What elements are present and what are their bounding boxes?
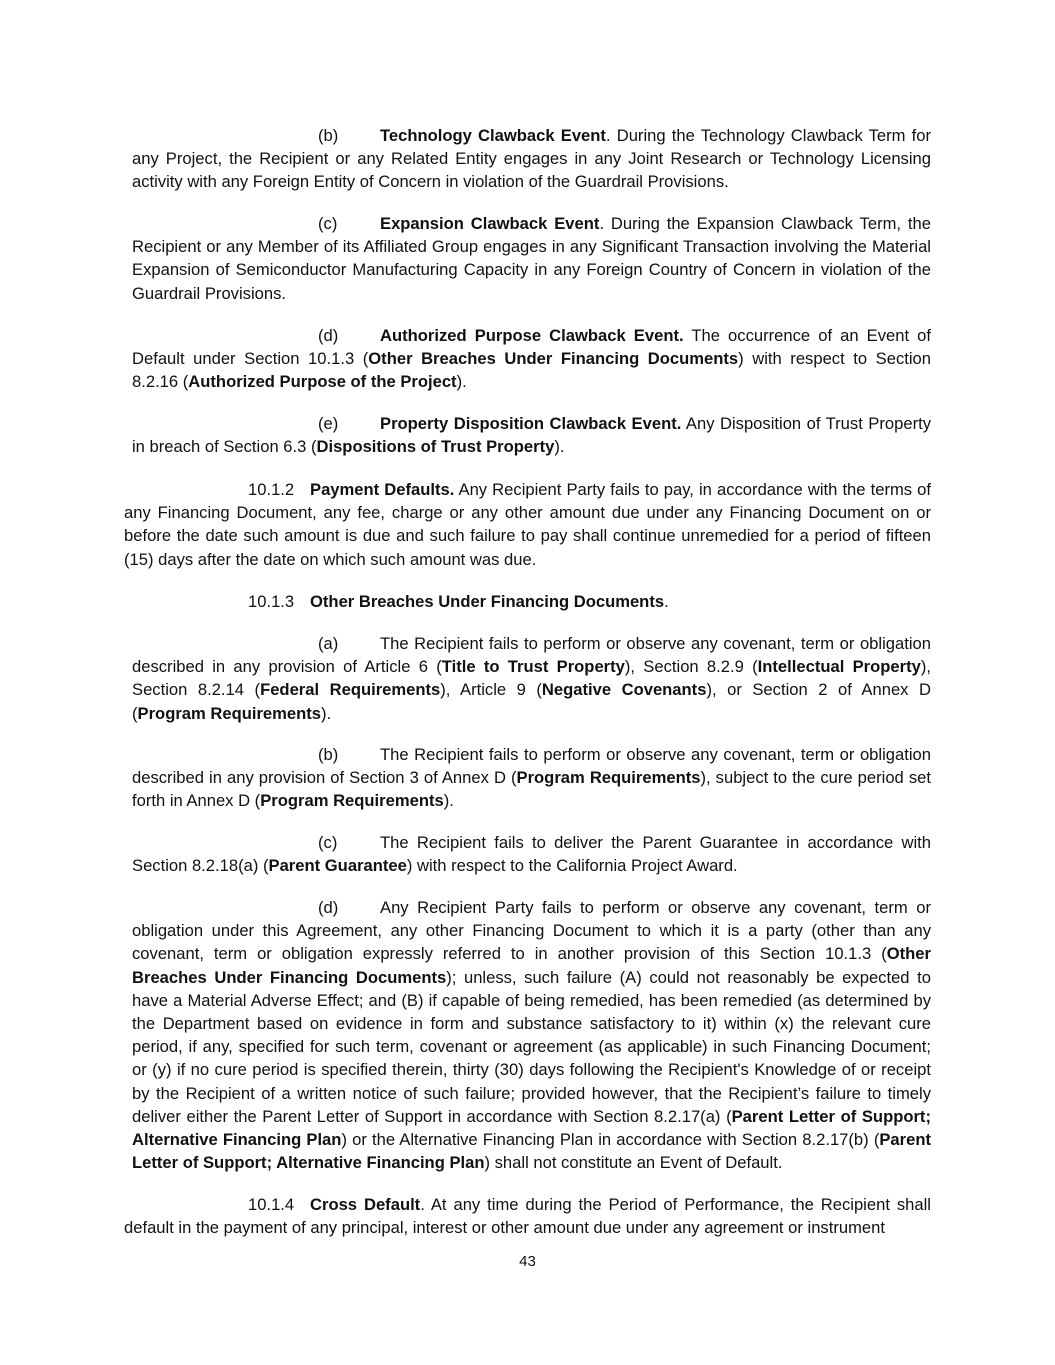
- clause-title: Technology Clawback Event: [380, 126, 606, 145]
- clawback-e-paragraph: (e) Property Disposition Clawback Event. Any Disposition of Trust Property in breach of Section 6.3 (Dispositions of Trust Property).: [132, 414, 932, 457]
- clause-marker: (a): [318, 634, 339, 653]
- section-number: 10.1.3: [248, 592, 295, 611]
- section-title: Other Breaches Under Financing Documents: [310, 592, 665, 611]
- clause-title: Authorized Purpose Clawback Event.: [380, 326, 684, 345]
- breach-b-paragraph: (b) The Recipient fails to perform or observe any covenant, term or obligation described in any provision of Section 3 of Annex D (Program Requirements), subject to the cure period set forth in Annex D (Program Requirements).: [132, 745, 931, 811]
- breach-a-paragraph: (a) The Recipient fails to perform or observe any covenant, term or obligation described in any provision of Article 6 (Title to Trust Property), Section 8.2.9 (Intellectual Property), Section 8.2.14 (Federal Requirements), Article 9 (Negative Covenants), or Section 2 of Annex D (Program Requirements).: [132, 634, 931, 723]
- clause-marker: (b): [318, 745, 339, 764]
- clause-title: Property Disposition Clawback Event.: [380, 414, 682, 433]
- section-10-1-3-heading: 10.1.3 Other Breaches Under Financing Documents.: [124, 590, 931, 613]
- clause-marker: (b): [318, 126, 339, 145]
- clause-marker: (d): [318, 326, 339, 345]
- section-title: Payment Defaults.: [310, 480, 455, 499]
- clawback-b-paragraph: (b) Technology Clawback Event. During the Technology Clawback Term for any Project, the Recipient or any Related Entity engages in any Joint Research or Technology Licensing activity with any Foreign Entity of Concern in violation of the Guardrail Provisions.: [132, 126, 931, 192]
- clause-marker: (d): [318, 898, 339, 917]
- clause-marker: (e): [318, 414, 339, 433]
- clause-title: Expansion Clawback Event: [380, 214, 600, 233]
- section-number: 10.1.2: [248, 480, 295, 499]
- section-10-1-4-paragraph: 10.1.4 Cross Default. At any time during the Period of Performance, the Recipient shall default in the payment of any principal, interest or other amount due under any agreement or instrument: [124, 1195, 931, 1238]
- clawback-c-paragraph: (c) Expansion Clawback Event. During the Expansion Clawback Term, the Recipient or any Member of its Affiliated Group engages in any Significant Transaction involving the Material Expansion of Semiconductor Manufacturing Capacity in any Foreign Country of Concern in violation of the Guardrail Provisions.: [132, 214, 931, 303]
- clause-marker: (c): [318, 214, 338, 233]
- section-number: 10.1.4: [248, 1195, 295, 1214]
- breach-c-paragraph: (c) The Recipient fails to deliver the Parent Guarantee in accordance with Section 8.2.18(a) (Parent Guarantee) with respect to the California Project Award.: [132, 833, 931, 876]
- clawback-d-paragraph: (d) Authorized Purpose Clawback Event. The occurrence of an Event of Default under Section 10.1.3 (Other Breaches Under Financing Documents) with respect to Section 8.2.16 (Authorized Purpose of the Project).: [132, 326, 932, 392]
- page-number: 43: [519, 1253, 536, 1270]
- section-10-1-2-paragraph: 10.1.2 Payment Defaults. Any Recipient Party fails to pay, in accordance with the terms of any Financing Document, any fee, charge or any other amount due under any Financing Document on or before the date such amount is due and such failure to pay shall continue unremedied for a period of fifteen (15) days after the date on which such amount was due.: [124, 480, 932, 569]
- clause-marker: (c): [318, 833, 338, 852]
- breach-d-paragraph: (d) Any Recipient Party fails to perform or observe any covenant, term or obligation under this Agreement, any other Financing Document to which it is a party (other than any covenant, term or obligation expressly referred to in another provision of this Section 10.1.3 (Other Breaches Under Financing Documents); unless, such failure (A) could not reasonably be expected to have a Material Adverse Effect; and (B) if capable of being remedied, has been remedied (as determined by the Department based on evidence in form and substance satisfactory to it) within (x) the relevant cure period, if any, specified for such term, covenant or agreement (as applicable) in such Financing Document; or (y) if no cure period is specified therein, thirty (30) days following the Recipient's Knowledge of or receipt by the Recipient of a written notice of such failure; provided however, that the Recipient’s failure to timely deliver either the Parent Letter of Support in accordance with Section 8.2.17(a) (Parent Letter of Support; Alternative Financing Plan) or the Alternative Financing Plan in accordance with Section 8.2.17(b) (Parent Letter of Support; Alternative Financing Plan) shall not constitute an Event of Default.: [132, 898, 931, 1173]
- section-title: Cross Default: [310, 1195, 421, 1214]
